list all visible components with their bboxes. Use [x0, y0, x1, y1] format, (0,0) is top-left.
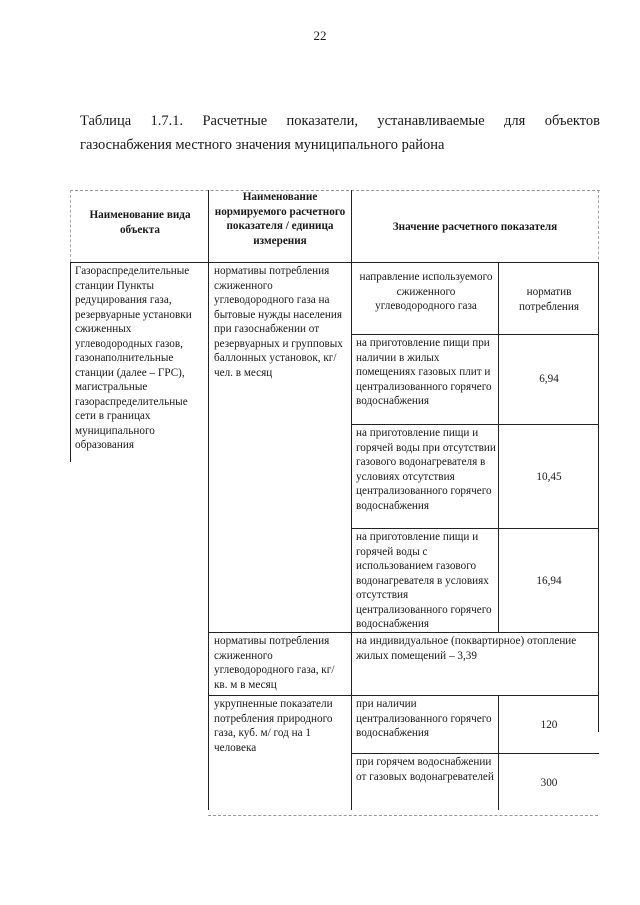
- row3-label: на приготовление пищи и горячей воды с использованием газового водонагревателя в условиях отсутствия централизованного горячего водоснабжения: [356, 531, 492, 630]
- row5-label: при горячем водоснабжении от газовых водонагревателей: [356, 756, 494, 783]
- subheader-norm: норматив потребления: [518, 286, 580, 313]
- table-border: [70, 262, 71, 462]
- header-value: Значение расчетного показателя: [392, 221, 558, 233]
- table-border: [208, 695, 599, 696]
- object-name-cell: Газораспределительные станции Пункты редуцирования газа, резервуарные установки сжиженных углеводородных газов, газонаполнительные станции (далее – ГРС), магистральные газораспределительные сети в границах муниципального образования: [75, 265, 192, 451]
- heating-cell: на индивидуальное (поквартирное) отопление жилых помещений – 3,39: [356, 635, 577, 662]
- row2-value: 10,45: [536, 471, 562, 483]
- indicator1-cell: нормативы потребления сжиженного углеводородного газа на бытовые нужды населения при газоснабжении от резервуарных и групповых баллонных установок, кг/ чел. в месяц: [214, 265, 343, 379]
- row1-value: 6,94: [539, 373, 559, 385]
- row4-value: 120: [540, 719, 558, 731]
- table-caption-line2: газоснабжения местного значения муниципального района: [80, 137, 445, 153]
- scan-guide-line: [208, 815, 598, 816]
- subheader-direction: направление используемого сжиженного углеводородного газа: [359, 271, 493, 312]
- row3-value: 16,94: [536, 575, 562, 587]
- table-border: [351, 424, 599, 425]
- indicator2-cell: нормативы потребления сжиженного углеводородного газа, кг/ кв. м в месяц: [214, 635, 335, 691]
- table-border: [351, 528, 599, 529]
- table-border: [351, 334, 599, 335]
- row1-label: на приготовление пищи при наличии в жилых помещениях газовых плит и централизованного горячего водоснабжения: [356, 337, 492, 407]
- table-border: [351, 190, 352, 810]
- table-border: [498, 262, 499, 632]
- row4-label: при наличии централизованного горячего водоснабжения: [356, 698, 492, 739]
- table-border: [70, 262, 599, 263]
- table-border: [208, 632, 599, 633]
- scan-guide-line: [70, 190, 71, 262]
- row5-value: 300: [540, 777, 558, 789]
- indicator3-cell: укрупненные показатели потребления природного газа, куб. м/ год на 1 человека: [214, 698, 333, 754]
- table-border: [598, 262, 599, 732]
- table-border: [208, 190, 209, 810]
- header-norm-name: Наименование нормируемого расчетного показателя / единица измерения: [214, 191, 346, 247]
- table-caption-line1: Таблица 1.7.1. Расчетные показатели, устанавливаемые для объектов: [80, 113, 600, 129]
- table-border: [351, 753, 599, 754]
- row2-label: на приготовление пищи и горячей воды при отсутствии газового водонагревателя в условиях отсутствия централизованного горячего водоснабжения: [356, 427, 496, 512]
- header-object-type: Наименование вида объекта: [89, 209, 191, 236]
- page-number: 22: [313, 28, 327, 43]
